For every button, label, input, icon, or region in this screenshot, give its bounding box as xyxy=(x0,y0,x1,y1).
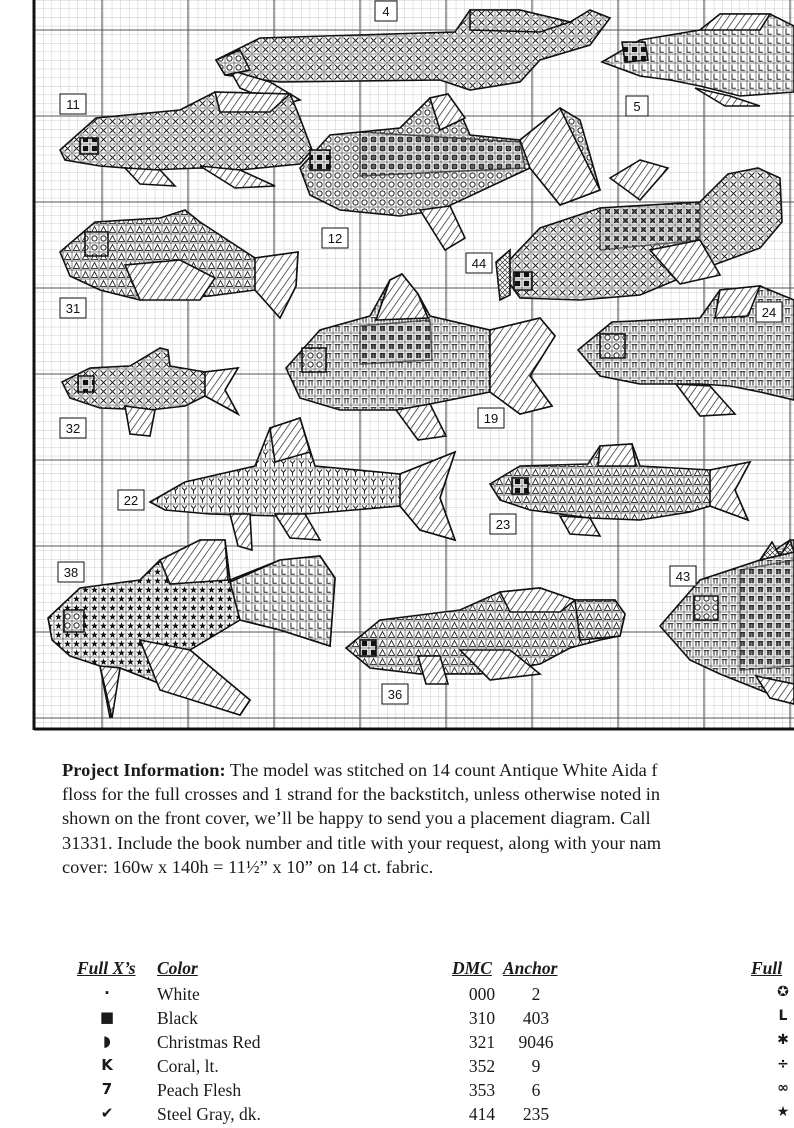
symbol-peach-flesh: 7 xyxy=(101,1080,113,1098)
dmc-number: 414 xyxy=(468,1104,496,1124)
header-anchor: Anchor xyxy=(503,958,558,978)
dmc-number: 000 xyxy=(468,984,496,1004)
label-44: 44 xyxy=(471,256,487,271)
legend-row xyxy=(0,1104,794,1128)
anchor-number: 9 xyxy=(531,1056,541,1076)
legend-row xyxy=(0,1032,794,1056)
label-31: 31 xyxy=(65,301,81,316)
symbol-second-column: ∞ xyxy=(777,1080,789,1096)
label-12: 12 xyxy=(327,231,343,246)
color-name: Steel Gray, dk. xyxy=(157,1104,261,1124)
dmc-number: 353 xyxy=(468,1080,496,1100)
symbol-second-column: ✪ xyxy=(777,984,789,1000)
project-info-line-1 xyxy=(62,758,794,782)
symbol-second-column: ÷ xyxy=(777,1056,789,1072)
project-information xyxy=(62,758,794,879)
anchor-number: 9046 xyxy=(518,1032,554,1052)
symbol-black: ■ xyxy=(99,1008,115,1026)
header-full-xs: Full X’s xyxy=(77,958,136,978)
project-info-text-1: The model was stitched on 14 count Antique White Aida f xyxy=(229,760,658,780)
symbol-second-column: ★ xyxy=(776,1104,790,1120)
header-dmc: DMC xyxy=(452,958,492,978)
label-36: 36 xyxy=(387,687,403,702)
label-43: 43 xyxy=(675,569,691,584)
project-info-line-3: shown on the front cover, we’ll be happy to send you a placement diagram. Call xyxy=(62,808,651,829)
label-5: 5 xyxy=(633,99,641,114)
dmc-number: 310 xyxy=(468,1008,496,1028)
label-11: 11 xyxy=(66,97,80,112)
anchor-number: 403 xyxy=(522,1008,550,1028)
color-name: Christmas Red xyxy=(157,1032,261,1052)
color-name: Coral, lt. xyxy=(157,1056,219,1076)
header-full-2: Full xyxy=(751,958,783,978)
label-4: 4 xyxy=(382,4,390,19)
symbol-coral-lt: K xyxy=(101,1056,113,1074)
symbol-second-column: L xyxy=(778,1008,788,1024)
legend-row xyxy=(0,1056,794,1080)
legend-row xyxy=(0,1080,794,1104)
legend-row xyxy=(0,984,794,1008)
anchor-number: 2 xyxy=(531,984,541,1004)
symbol-white: · xyxy=(104,984,110,1002)
symbol-second-column: ✱ xyxy=(777,1032,789,1048)
label-22: 22 xyxy=(123,493,139,508)
project-info-heading: Project Information: xyxy=(62,760,226,780)
label-23: 23 xyxy=(495,517,511,532)
anchor-number: 235 xyxy=(522,1104,550,1124)
project-info-line-2: floss for the full crosses and 1 strand for the backstitch, unless otherwise noted in xyxy=(62,784,661,805)
color-name: Peach Flesh xyxy=(157,1080,242,1100)
project-info-line-4: 31331. Include the book number and title with your request, along with your nam xyxy=(62,832,662,853)
label-38: 38 xyxy=(63,565,79,580)
symbol-steel-gray-dk: ✔ xyxy=(100,1104,114,1122)
color-name: Black xyxy=(157,1008,198,1028)
symbol-christmas-red: ◗ xyxy=(103,1032,111,1050)
anchor-number: 6 xyxy=(531,1080,541,1100)
color-name: White xyxy=(157,984,200,1004)
project-info-line-5: cover: 160w x 140h = 11½” x 10” on 14 ct. fabric. xyxy=(62,856,434,877)
legend-row xyxy=(0,1008,794,1032)
header-color: Color xyxy=(157,958,198,978)
label-24: 24 xyxy=(761,305,777,320)
label-32: 32 xyxy=(65,421,81,436)
dmc-number: 352 xyxy=(468,1056,496,1076)
dmc-number: 321 xyxy=(468,1032,496,1052)
label-19: 19 xyxy=(483,411,499,426)
